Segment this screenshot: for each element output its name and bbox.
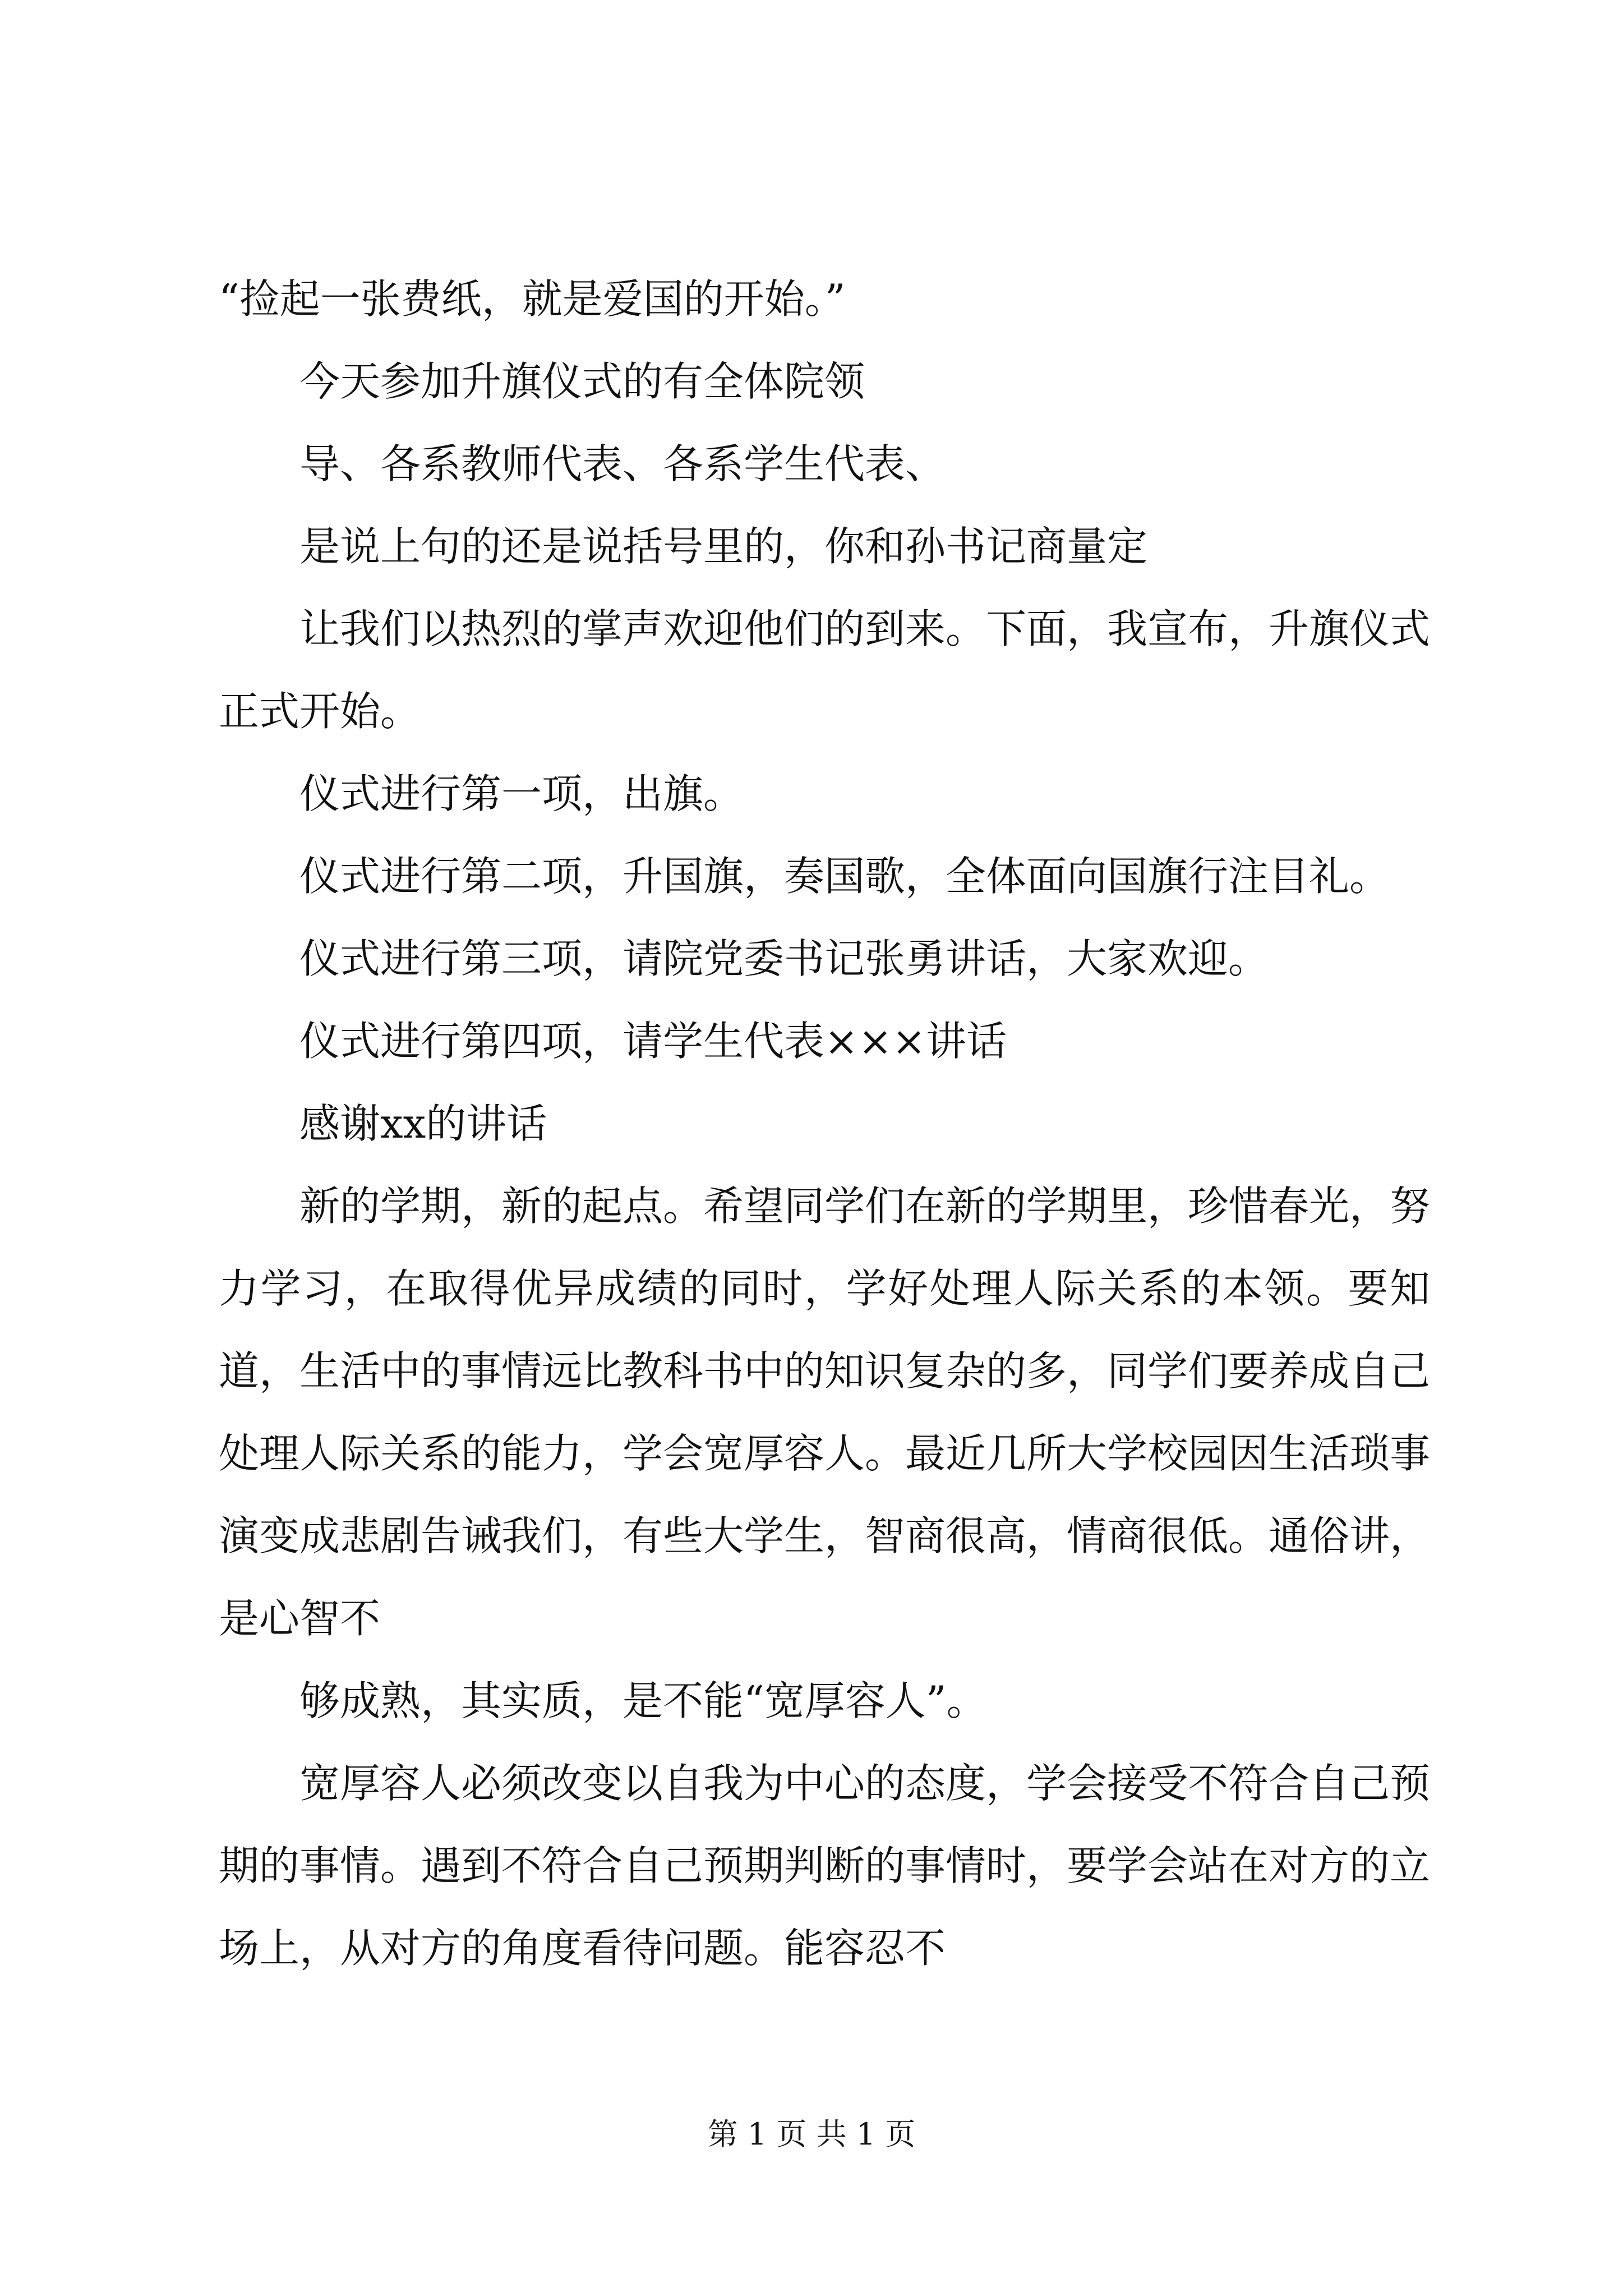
paragraph-2: 今天参加升旗仪式的有全体院领 <box>299 358 865 405</box>
document-body <box>219 258 1430 1990</box>
paragraph-3: 导、各系教师代表、各系学生代表、 <box>299 440 946 487</box>
paragraph-4: 是说上句的还是说括号里的，你和孙书记商量定 <box>299 523 1148 570</box>
paragraph-11: 新的学期，新的起点。希望同学们在新的学期里，珍惜春光，努力学习，在取得优异成绩的同时，学好处理人际关系的本领。要知道，生活中的事情远比教科书中的知识复杂的多，同学们要养成自己处理人际关系的能力，学会宽厚容人。最近几所大学校园因生活琐事演变成悲剧告诫我们，有些大学生，智商很高，情商很低。通俗讲，是心智不 <box>219 1182 1431 1642</box>
paragraph-6: 仪式进行第一项，出旗。 <box>299 770 744 817</box>
paragraph-7: 仪式进行第二项，升国旗，奏国歌，全体面向国旗行注目礼。 <box>299 853 1390 900</box>
paragraph-1: “捡起一张费纸，就是爱国的开始。” <box>219 275 846 323</box>
paragraph-9: 仪式进行第四项，请学生代表×××讲话 <box>299 1018 1007 1065</box>
paragraph-5: 让我们以热烈的掌声欢迎他们的到来。下面，我宣布，升旗仪式正式开始。 <box>219 605 1431 735</box>
paragraph-8: 仪式进行第三项，请院党委书记张勇讲话，大家欢迎。 <box>299 935 1269 982</box>
paragraph-13: 宽厚容人必须改变以自我为中心的态度，学会接受不符合自己预期的事情。遇到不符合自己预期判断的事情时，要学会站在对方的立场上，从对方的角度看待问题。能容忍不 <box>219 1760 1431 1972</box>
page-number-footer: 第 1 页 共 1 页 <box>707 2116 916 2152</box>
paragraph-12: 够成熟，其实质，是不能“宽厚容人”。 <box>299 1677 987 1724</box>
paragraph-10: 感谢xx的讲话 <box>299 1100 547 1147</box>
